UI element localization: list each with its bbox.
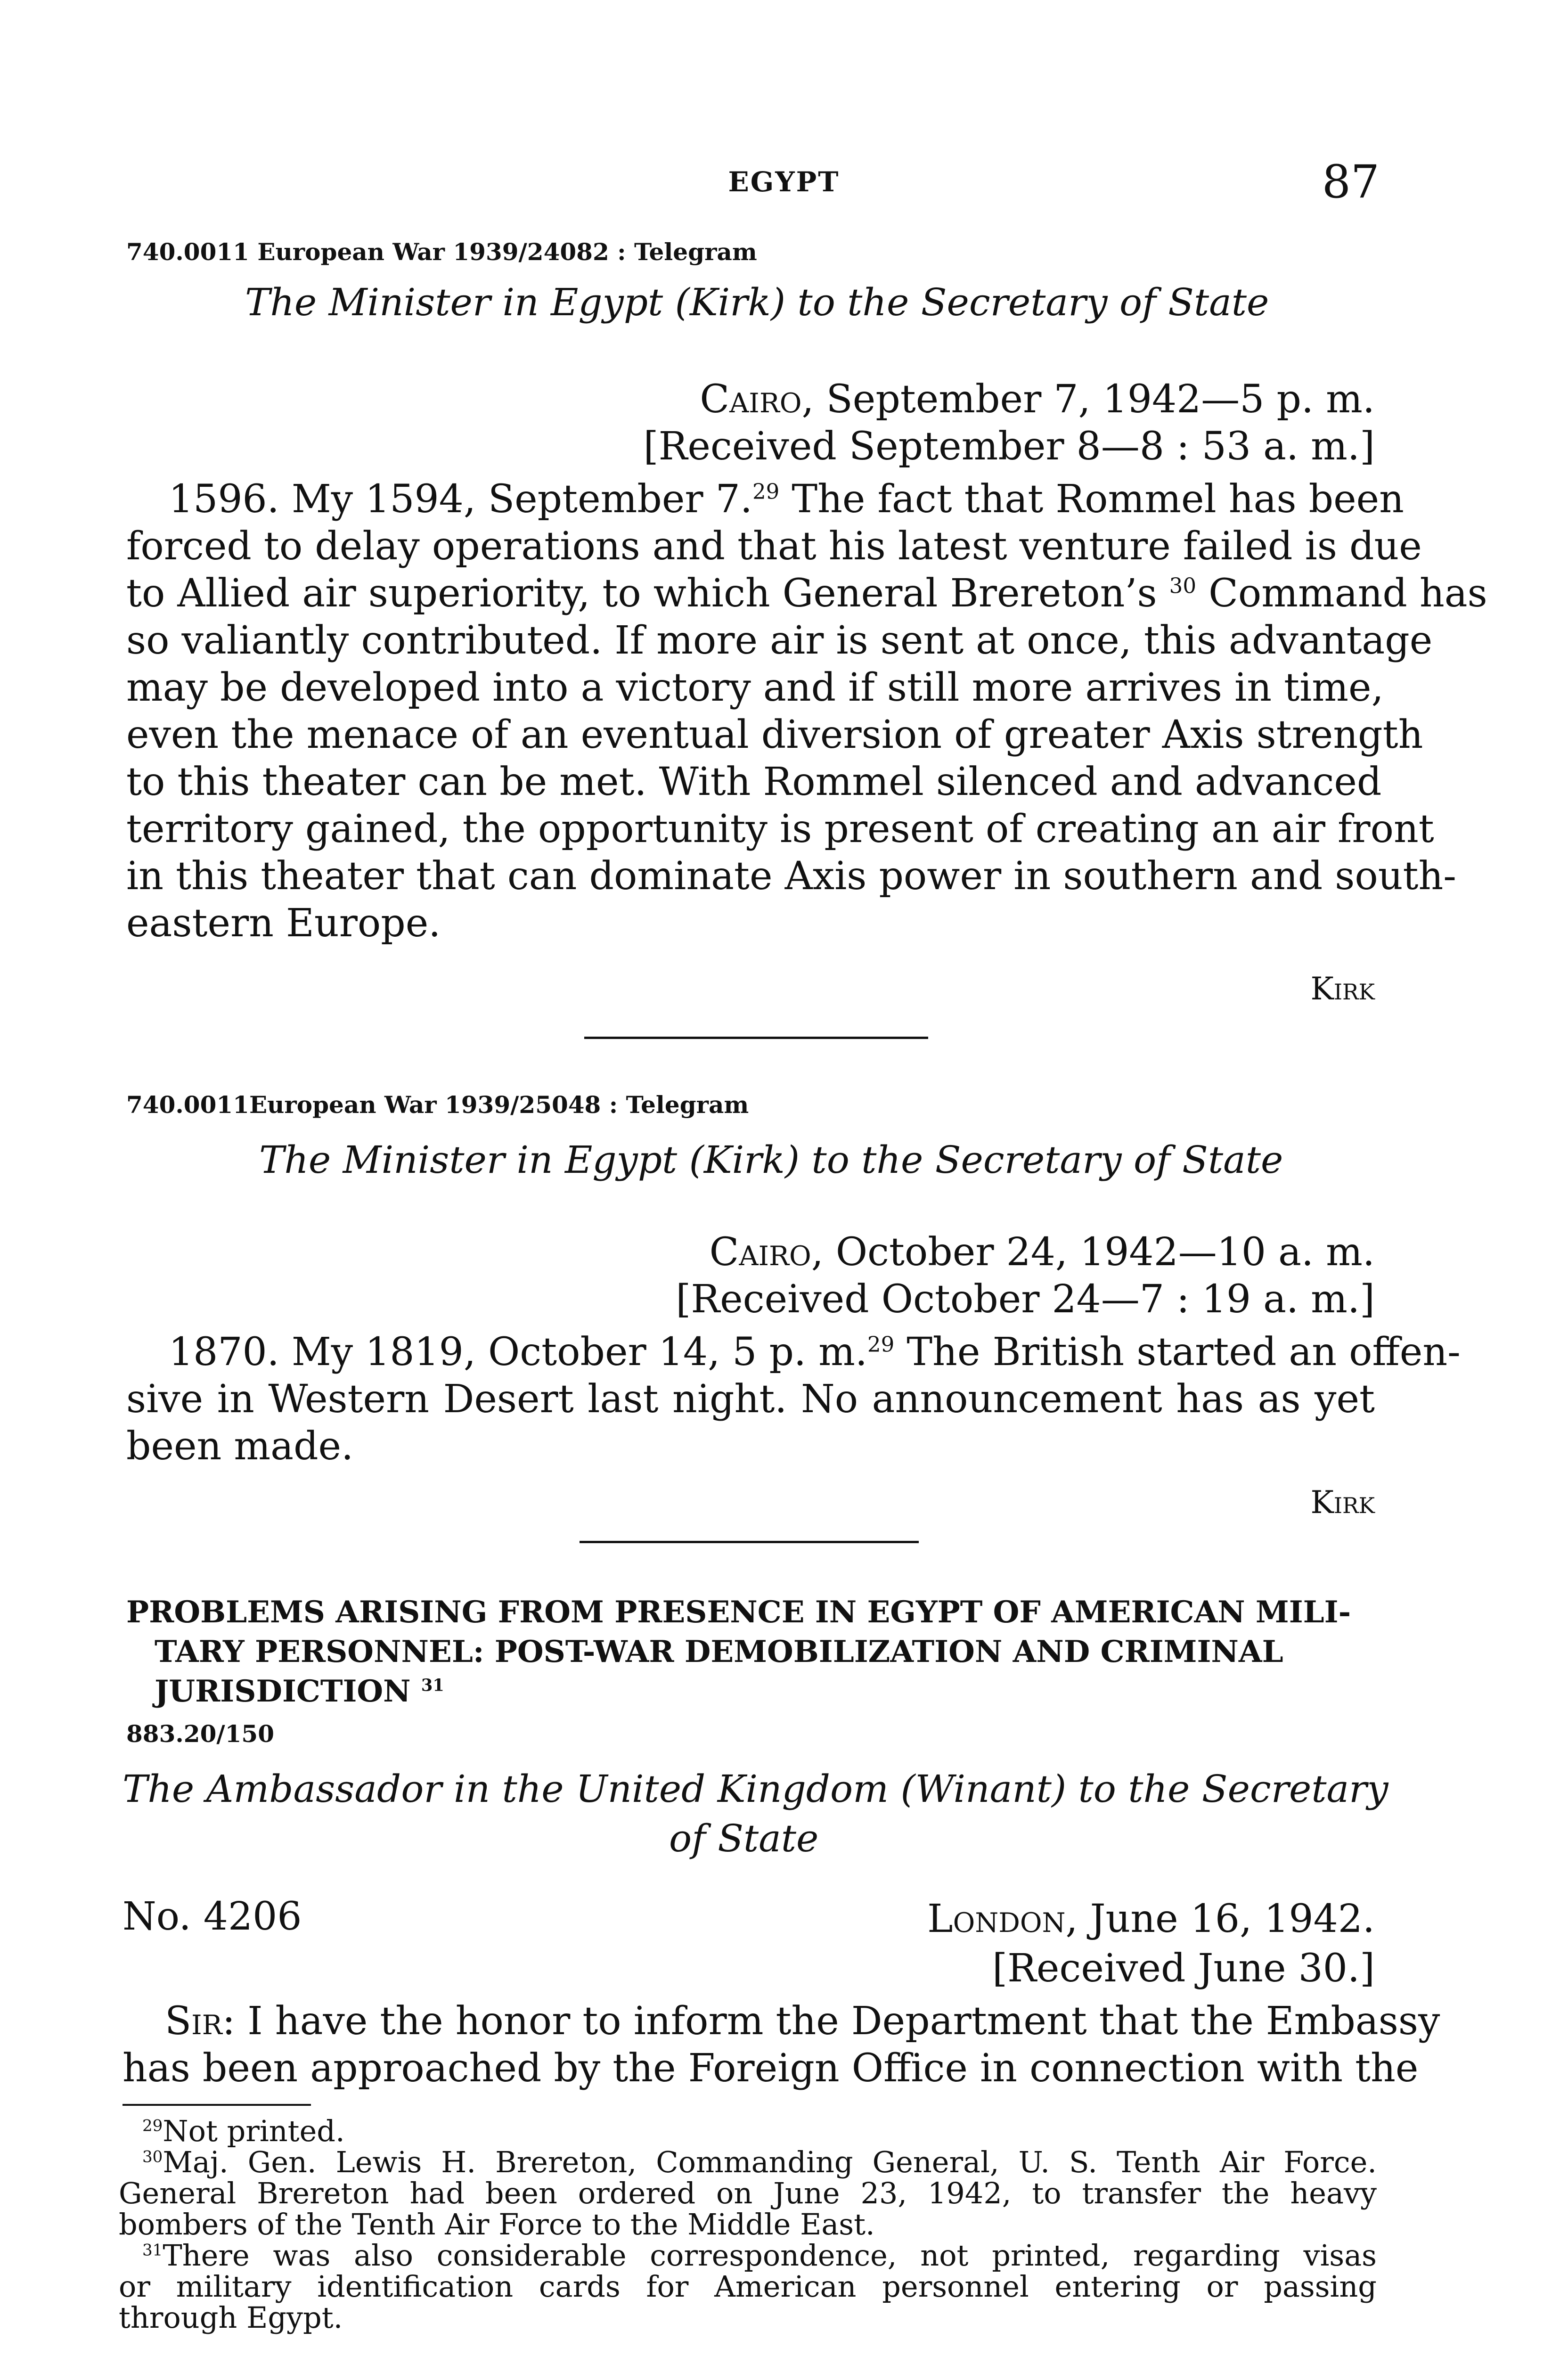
body-line: to this theater can be met. With Rommel silenced and advanced (126, 760, 1382, 804)
document-heading: The Minister in Egypt (Kirk) to the Secretary of State (245, 280, 1269, 324)
running-title: EGYPT (728, 166, 840, 198)
footnote-rule (122, 2104, 311, 2106)
file-reference: 740.0011European War 1939/25048 : Telegram (126, 1091, 749, 1119)
telegram-body (126, 1329, 1461, 1470)
body-line: 1596. My 1594, September 7.29 The fact that Rommel has been (169, 477, 1404, 522)
footnote-line: bombers of the Tenth Air Force to the Middle East. (119, 2207, 875, 2241)
dateline (927, 1897, 1375, 1941)
footnote: $^{29}$Not printed. (142, 2114, 345, 2148)
received-line: [Received June 30.] (992, 1946, 1375, 1991)
dateline-place: London (927, 1897, 1066, 1941)
dateline-date: , June 16, 1942. (1065, 1897, 1375, 1941)
letter-body (122, 1998, 1440, 2092)
dateline-date: , September 7, 1942—5 p. m. (801, 377, 1375, 422)
footnote-mark: 30 (142, 2147, 163, 2167)
body-line: forced to delay operations and that his latest venture failed is due (126, 524, 1422, 569)
divider (584, 1037, 928, 1039)
document-heading-cont: of State (669, 1816, 819, 1860)
dateline-date: , October 24, 1942—10 a. m. (811, 1230, 1375, 1275)
footnote-ref: 29 (867, 1332, 895, 1357)
footnote-ref: 30 (1169, 573, 1197, 598)
signature: Kirk (1310, 971, 1375, 1007)
body-line: may be developed into a victory and if still more arrives in time, (126, 665, 1384, 710)
body-line: 1870. My 1819, October 14, 5 p. m.$^{29}$ The British started an offen- (169, 1330, 1461, 1374)
section-title-line: TARY PERSONNEL: POST-WAR DEMOBILIZATION AND CRIMINAL (155, 1634, 1283, 1669)
body-line: been made. (126, 1424, 354, 1469)
body-line: to Allied air superiority, to which General Brereton’s $^{30}$ Command has (126, 571, 1487, 616)
body-line: even the menace of an eventual diversion of greater Axis strength (126, 712, 1423, 757)
document-heading: The Minister in Egypt (Kirk) to the Secretary of State (259, 1138, 1283, 1182)
section-title-line: PROBLEMS ARISING FROM PRESENCE IN EGYPT OF AMERICAN MILI- (126, 1595, 1351, 1630)
file-reference: 883.20/150 (126, 1720, 274, 1748)
footnote-ref: 31 (421, 1676, 444, 1695)
received-line: [Received October 24—7 : 19 a. m.] (676, 1277, 1375, 1322)
footnote-mark: 29 (142, 2116, 163, 2135)
dispatch-number: No. 4206 (122, 1894, 302, 1939)
footnotes (119, 2116, 1377, 2333)
footnote-mark: 31 (142, 2241, 163, 2260)
file-reference: 740.0011 European War 1939/24082 : Telegram (126, 238, 757, 266)
page-number: 87 (1322, 155, 1380, 208)
dateline (710, 1230, 1375, 1275)
document-heading: The Ambassador in the United Kingdom (Winant) to the Secretary (122, 1767, 1388, 1811)
dateline-place: Cairo (700, 377, 802, 422)
footnote: $^{31}$There was also considerable correspondence, not printed, regarding visas (142, 2238, 1377, 2273)
section-title (126, 1593, 1375, 1711)
footnote-line: General Brereton had been ordered on June 23, 1942, to transfer the heavy (119, 2176, 1377, 2210)
section-title-line: JURISDICTION $^{31}$ (155, 1674, 444, 1709)
received-line: [Received September 8—8 : 53 a. m.] (643, 424, 1375, 469)
body-line: in this theater that can dominate Axis power in southern and south- (126, 854, 1456, 899)
footnote-ref: 29 (752, 479, 780, 504)
body-line: sive in Western Desert last night. No announcement has as yet (126, 1377, 1375, 1422)
body-line: eastern Europe. (126, 901, 441, 946)
divider (580, 1541, 919, 1543)
telegram-body (126, 476, 1487, 947)
footnote-line: through Egypt. (119, 2300, 343, 2335)
body-line: so valiantly contributed. If more air is sent at once, this advantage (126, 618, 1433, 663)
footnote: $^{30}$Maj. Gen. Lewis H. Brereton, Commanding General, U. S. Tenth Air Force. (142, 2145, 1377, 2179)
footnote-line: or military identification cards for American personnel entering or passing (119, 2269, 1377, 2304)
dateline (700, 377, 1375, 422)
body-line: Sir: I have the honor to inform the Department that the Embassy (165, 1999, 1440, 2044)
body-line: territory gained, the opportunity is present of creating an air front (126, 807, 1434, 851)
salutation: Sir (165, 1999, 222, 2044)
body-line: has been approached by the Foreign Office in connection with the (122, 2046, 1419, 2091)
signature: Kirk (1310, 1484, 1375, 1521)
dateline-place: Cairo (709, 1230, 811, 1275)
